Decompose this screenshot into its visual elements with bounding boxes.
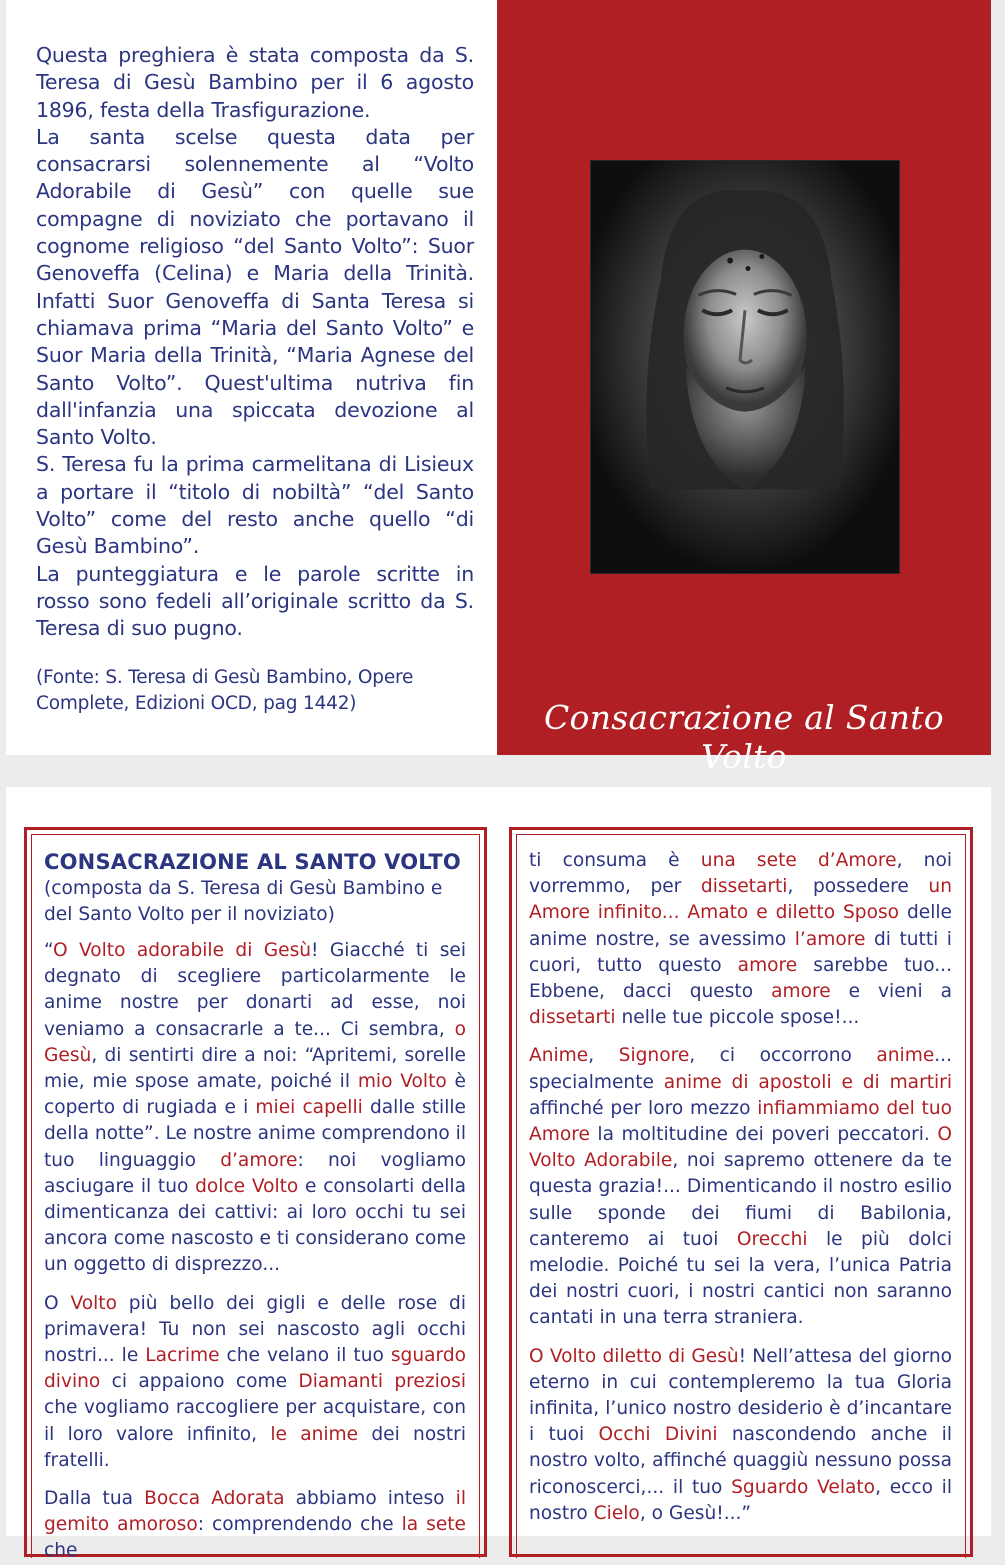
- red-text-run: O Volto adorabile di Gesù: [52, 940, 312, 961]
- text-run: abbiamo inteso: [284, 1488, 456, 1510]
- red-text-run: una sete d’Amore: [700, 850, 897, 871]
- cover-title: Consacrazione al Santo Volto: [544, 698, 944, 776]
- red-text-run: d’amore: [220, 1149, 298, 1171]
- text-run: , noi sapremo ottenere da te questa grazia!... Dimenticando il nostro esilio sulle sponde dei fiumi di Babilonia, canteremo ai tuoi: [529, 1150, 952, 1250]
- red-text-run: l’amore: [794, 928, 866, 950]
- red-text-run: sguardo divino: [44, 1345, 466, 1393]
- red-text-run: Orecchi: [736, 1228, 808, 1250]
- red-text-run: o Gesù: [44, 1018, 466, 1066]
- prayer-paragraph: [529, 1344, 952, 1527]
- red-text-run: miei capelli: [255, 1097, 363, 1119]
- introduction-text: [36, 42, 474, 717]
- red-text-run: dolce Volto: [195, 1175, 299, 1197]
- prayer-column-right: [509, 827, 973, 1557]
- red-text-run: anime: [876, 1045, 935, 1067]
- text-run: e consolarti della dimenticanza dei cattivi: ai loro occhi tu sei ancora come nascosto e ti considerano come un oggetto di disprezzo...: [44, 1175, 466, 1276]
- text-run: Dalla tua: [44, 1488, 145, 1510]
- red-text-run: il gemito amoroso: [44, 1488, 466, 1536]
- prayer-paragraph: [44, 1291, 466, 1474]
- prayer-paragraph: [44, 1486, 466, 1565]
- red-text-run: Signore: [618, 1045, 690, 1067]
- red-text-run: Occhi Divini: [598, 1424, 718, 1446]
- prayer-column-left: [24, 827, 487, 1562]
- text-run: nelle tue piccole spose!...: [615, 1007, 860, 1029]
- text-run: “: [44, 940, 53, 961]
- source-citation: (Fonte: S. Teresa di Gesù Bambino, Opere Complete, Edizioni OCD, pag 1442): [36, 666, 414, 714]
- text-run: O: [44, 1292, 71, 1314]
- text-run: ! Giacché ti sei degnato di scegliere particolarmente le anime nostre per donarti ad esse, noi veniamo a consacrarle a te... Ci sembra,: [44, 940, 466, 1040]
- text-run: nascondendo anche il nostro volto, affinché quaggiù nessuno possa riconoscerci,... il tuo: [529, 1424, 952, 1498]
- text-run: più bello dei gigli e delle rose di primavera! Tu non sei nascosto agli occhi nostri... le: [44, 1292, 466, 1367]
- intro-paragraph: Questa preghiera è stata composta da S. Teresa di Gesù Bambino per il 6 agosto 1896, festa della Trasfigurazione.: [36, 43, 474, 122]
- text-run: ti consuma è: [529, 850, 701, 871]
- cover-panel: [497, 0, 991, 776]
- text-run: dei nostri fratelli.: [44, 1423, 466, 1471]
- prayer-column-right-text: [529, 848, 952, 1527]
- prayer-body-right: [529, 848, 952, 1527]
- text-run: ! Nell’attesa del giorno eterno in cui contempleremo la tua Gloria infinita, l’unico nostro desiderio è d’incantare i tuoi: [529, 1345, 952, 1446]
- red-text-run: O Volto Adorabile: [529, 1124, 952, 1172]
- text-run: affinché per loro mezzo: [529, 1097, 758, 1119]
- prayer-body-left: [44, 938, 466, 1565]
- red-text-run: Volto: [70, 1292, 117, 1314]
- red-text-run: infiammiamo del tuo Amore: [529, 1097, 952, 1146]
- text-run: : comprendendo che: [197, 1514, 402, 1536]
- text-run: sarebbe tuo... Ebbene, dacci questo: [529, 954, 952, 1003]
- intro-paragraph: La punteggiatura e le parole scritte in rosso sono fedeli all’originale scritto da S. Teresa di suo pugno.: [36, 561, 474, 641]
- text-run: che vogliamo raccogliere per acquistare, con il loro valore infinito,: [44, 1397, 466, 1445]
- prayer-subheading: (composta da S. Teresa di Gesù Bambino e del Santo Volto per il noviziato): [44, 878, 443, 925]
- red-text-run: amore: [737, 954, 798, 976]
- red-text-run: anime di apostoli e di martiri: [663, 1071, 952, 1093]
- red-text-run: Bocca Adorata: [144, 1488, 285, 1510]
- red-text-run: mio Volto: [357, 1071, 447, 1093]
- text-run: , ci occorrono: [689, 1045, 877, 1067]
- text-run: delle anime nostre, se avessimo: [529, 902, 952, 950]
- text-run: che velano il tuo: [219, 1345, 391, 1367]
- text-run: , possedere: [787, 876, 929, 898]
- text-run: , noi vorremmo, per: [529, 850, 952, 898]
- holy-face-portrait: [590, 160, 900, 574]
- text-run: che: [44, 1540, 78, 1562]
- text-run: la moltitudine dei poveri peccatori.: [589, 1124, 938, 1146]
- red-text-run: la sete: [401, 1514, 466, 1536]
- text-run: e vieni a: [830, 981, 952, 1003]
- red-text-run: dissetarti: [700, 876, 788, 898]
- prayer-paragraph: [529, 1043, 952, 1331]
- prayer-column-left-text: [44, 848, 466, 1565]
- prayer-heading: CONSACRAZIONE AL SANTO VOLTO: [44, 850, 461, 874]
- red-text-run: dissetarti: [529, 1007, 616, 1029]
- prayer-paragraph: [44, 938, 466, 1279]
- red-text-run: Cielo: [593, 1502, 640, 1524]
- text-run: , ecco il nostro: [529, 1476, 952, 1524]
- text-run: ci appaiono come: [100, 1371, 299, 1393]
- red-text-run: amore: [771, 981, 831, 1003]
- holy-face-image: [591, 161, 899, 573]
- text-run: : noi vogliamo asciugare il tuo: [44, 1149, 466, 1197]
- text-run: ,: [588, 1045, 619, 1067]
- red-text-run: Anime: [529, 1045, 589, 1067]
- intro-paragraph: S. Teresa fu la prima carmelitana di Lisieux a portare il “titolo di nobiltà” “del Santo Volto” come del resto anche quello “di Gesù Bambino”.: [36, 452, 474, 559]
- prayer-paragraph: [529, 848, 952, 1031]
- text-run: le più dolci melodie. Poiché tu sei la vera, l’unica Patria dei nostri cuori, i nostri cantici non saranno cantati in una terra straniera.: [529, 1228, 952, 1329]
- red-text-run: un Amore infinito...: [529, 876, 952, 924]
- booklet-cover-spread: [6, 0, 991, 776]
- red-text-run: Sguardo Velato: [731, 1476, 876, 1498]
- intro-paragraph: La santa scelse questa data per consacrarsi solennemente al “Volto Adorabile di Gesù” con quelle sue compagne di noviziato che portavano il cognome religioso “del Santo Volto”: Suor Genoveffa (Celina) e Maria della Trinità. Infatti Suor Genoveffa di Santa Teresa si chiamava prima “Maria del Santo Volto” e Suor Maria della Trinità, “Maria Agnese del Santo Volto”. Quest'ultima nutriva fin dall'infanzia una spiccata devozione al Santo Volto.: [36, 124, 474, 450]
- text-run: dalle stille della notte”. Le nostre anime comprendono il tuo linguaggio: [44, 1097, 466, 1171]
- text-run: ... specialmente: [529, 1045, 952, 1093]
- red-text-run: Diamanti preziosi: [298, 1371, 467, 1393]
- red-text-run: Lacrime: [145, 1345, 220, 1367]
- text-run: , di sentirti dire a noi: “Apritemi, sorelle mie, mie spose amate, poiché il: [44, 1044, 466, 1093]
- text-run: , o Gesù!...”: [639, 1502, 752, 1524]
- booklet-prayer-spread: [6, 787, 991, 1562]
- text-run: di tutti i cuori, tutto questo: [529, 928, 952, 976]
- red-text-run: le anime: [270, 1423, 359, 1445]
- text-run: è coperto di rugiada e i: [44, 1071, 466, 1119]
- red-text-run: O Volto diletto di Gesù: [529, 1345, 739, 1367]
- red-text-run: Amato e diletto Sposo: [687, 902, 900, 924]
